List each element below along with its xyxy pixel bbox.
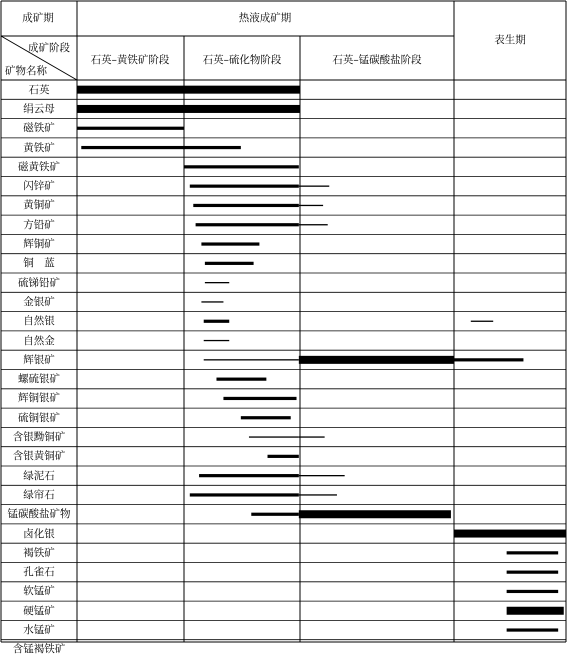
hydrothermal-bar	[77, 86, 300, 94]
mineral-name: 磁铁矿	[23, 122, 55, 134]
mineral-name: 螺硫银矿	[18, 372, 60, 385]
mineral-name: 褐铁矿	[23, 546, 55, 559]
mineral-name: 黄铜矿	[23, 199, 55, 212]
hydrothermal-period-header: 热液成矿期	[238, 11, 292, 24]
mineral-name: 金银矿	[23, 295, 55, 308]
hydrothermal-bar	[241, 416, 291, 419]
supergene-bar	[454, 530, 566, 538]
hydrothermal-bar	[205, 282, 229, 283]
mineral-name: 石英	[28, 83, 50, 96]
mineral-name: 孔雀石	[23, 565, 55, 578]
hydrothermal-bar	[251, 513, 299, 516]
supergene-bar	[507, 590, 559, 593]
supergene-period-header: 表生期	[494, 33, 526, 46]
mineral-name: 辉铜银矿	[18, 392, 60, 405]
hydrothermal-bar	[201, 242, 259, 245]
mineral-name: 铜 蓝	[23, 257, 55, 270]
hydrothermal-bar	[77, 105, 300, 113]
mineral-name: 软锰矿	[23, 585, 55, 598]
mineral-name: 自然金	[23, 334, 55, 347]
hydrothermal-bar	[201, 301, 223, 302]
hydrothermal-bar	[249, 436, 299, 437]
mineral-name: 含银黄铜矿	[12, 450, 66, 463]
ore-period-header: 成矿期	[22, 11, 54, 24]
mineral-name: 绿泥石	[23, 469, 55, 482]
hydrothermal-bar	[196, 223, 299, 226]
hydrothermal-bar	[193, 204, 299, 207]
hydrothermal-bar	[199, 474, 299, 477]
hydrothermal-bar	[216, 378, 266, 381]
hydrothermal-bar	[268, 455, 299, 458]
hydrothermal-bar	[299, 205, 323, 206]
mineral-name: 硬锰矿	[23, 604, 55, 617]
mineral-name: 辉银矿	[23, 353, 55, 366]
stage-2-header: 石英–硫化物阶段	[202, 53, 282, 66]
hydrothermal-bar	[299, 436, 325, 437]
hydrothermal-bar	[204, 340, 230, 341]
hydrothermal-bar	[204, 359, 299, 360]
diagonal-stage-label: 成矿阶段	[28, 42, 70, 54]
mineral-name: 含银黝铜矿	[12, 430, 66, 443]
hydrothermal-bar	[299, 494, 337, 495]
hydrothermal-bar	[299, 224, 328, 225]
mineral-name: 自然银	[23, 315, 55, 327]
hydrothermal-bar	[223, 397, 296, 400]
hydrothermal-bar	[204, 320, 230, 323]
mineral-name: 卤化银	[23, 527, 55, 540]
mineral-name: 闪锌矿	[23, 179, 55, 192]
hydrothermal-bar	[299, 475, 345, 476]
mineral-name: 硫锑铅矿	[18, 276, 60, 289]
supergene-bar	[454, 358, 523, 361]
mineral-name: 黄铁矿	[23, 141, 55, 154]
mineral-name: 含锰褐铁矿	[12, 643, 66, 655]
mineral-name: 辉铜矿	[23, 237, 55, 250]
supergene-bar	[507, 628, 559, 631]
hydrothermal-bar	[77, 127, 184, 130]
hydrothermal-bar	[190, 493, 299, 496]
mineral-name: 锰碳酸盐矿物	[7, 508, 71, 520]
mineral-name: 硫铜银矿	[18, 411, 60, 424]
hydrothermal-bar	[299, 510, 451, 518]
hydrothermal-bar	[299, 356, 454, 364]
hydrothermal-bar	[184, 165, 299, 168]
stage-1-header: 石英–黄铁矿阶段	[90, 53, 170, 66]
mineral-name: 水锰矿	[23, 623, 55, 636]
supergene-bar	[507, 571, 559, 574]
diagonal-mineral-label: 矿物名称	[5, 65, 47, 77]
hydrothermal-bar	[299, 186, 329, 187]
mineral-name: 磁黄铁矿	[18, 160, 60, 173]
hydrothermal-bar	[190, 185, 299, 188]
mineral-name: 方铅矿	[23, 218, 55, 231]
stage-3-header: 石英–锰碳酸盐阶段	[332, 53, 422, 66]
supergene-bar	[507, 551, 559, 554]
supergene-bar	[471, 321, 493, 322]
hydrothermal-bar	[205, 262, 254, 265]
mineral-name: 绿帘石	[23, 488, 55, 501]
hydrothermal-bar	[81, 146, 241, 149]
supergene-bar	[507, 607, 564, 615]
mineral-name: 绢云母	[23, 102, 55, 115]
